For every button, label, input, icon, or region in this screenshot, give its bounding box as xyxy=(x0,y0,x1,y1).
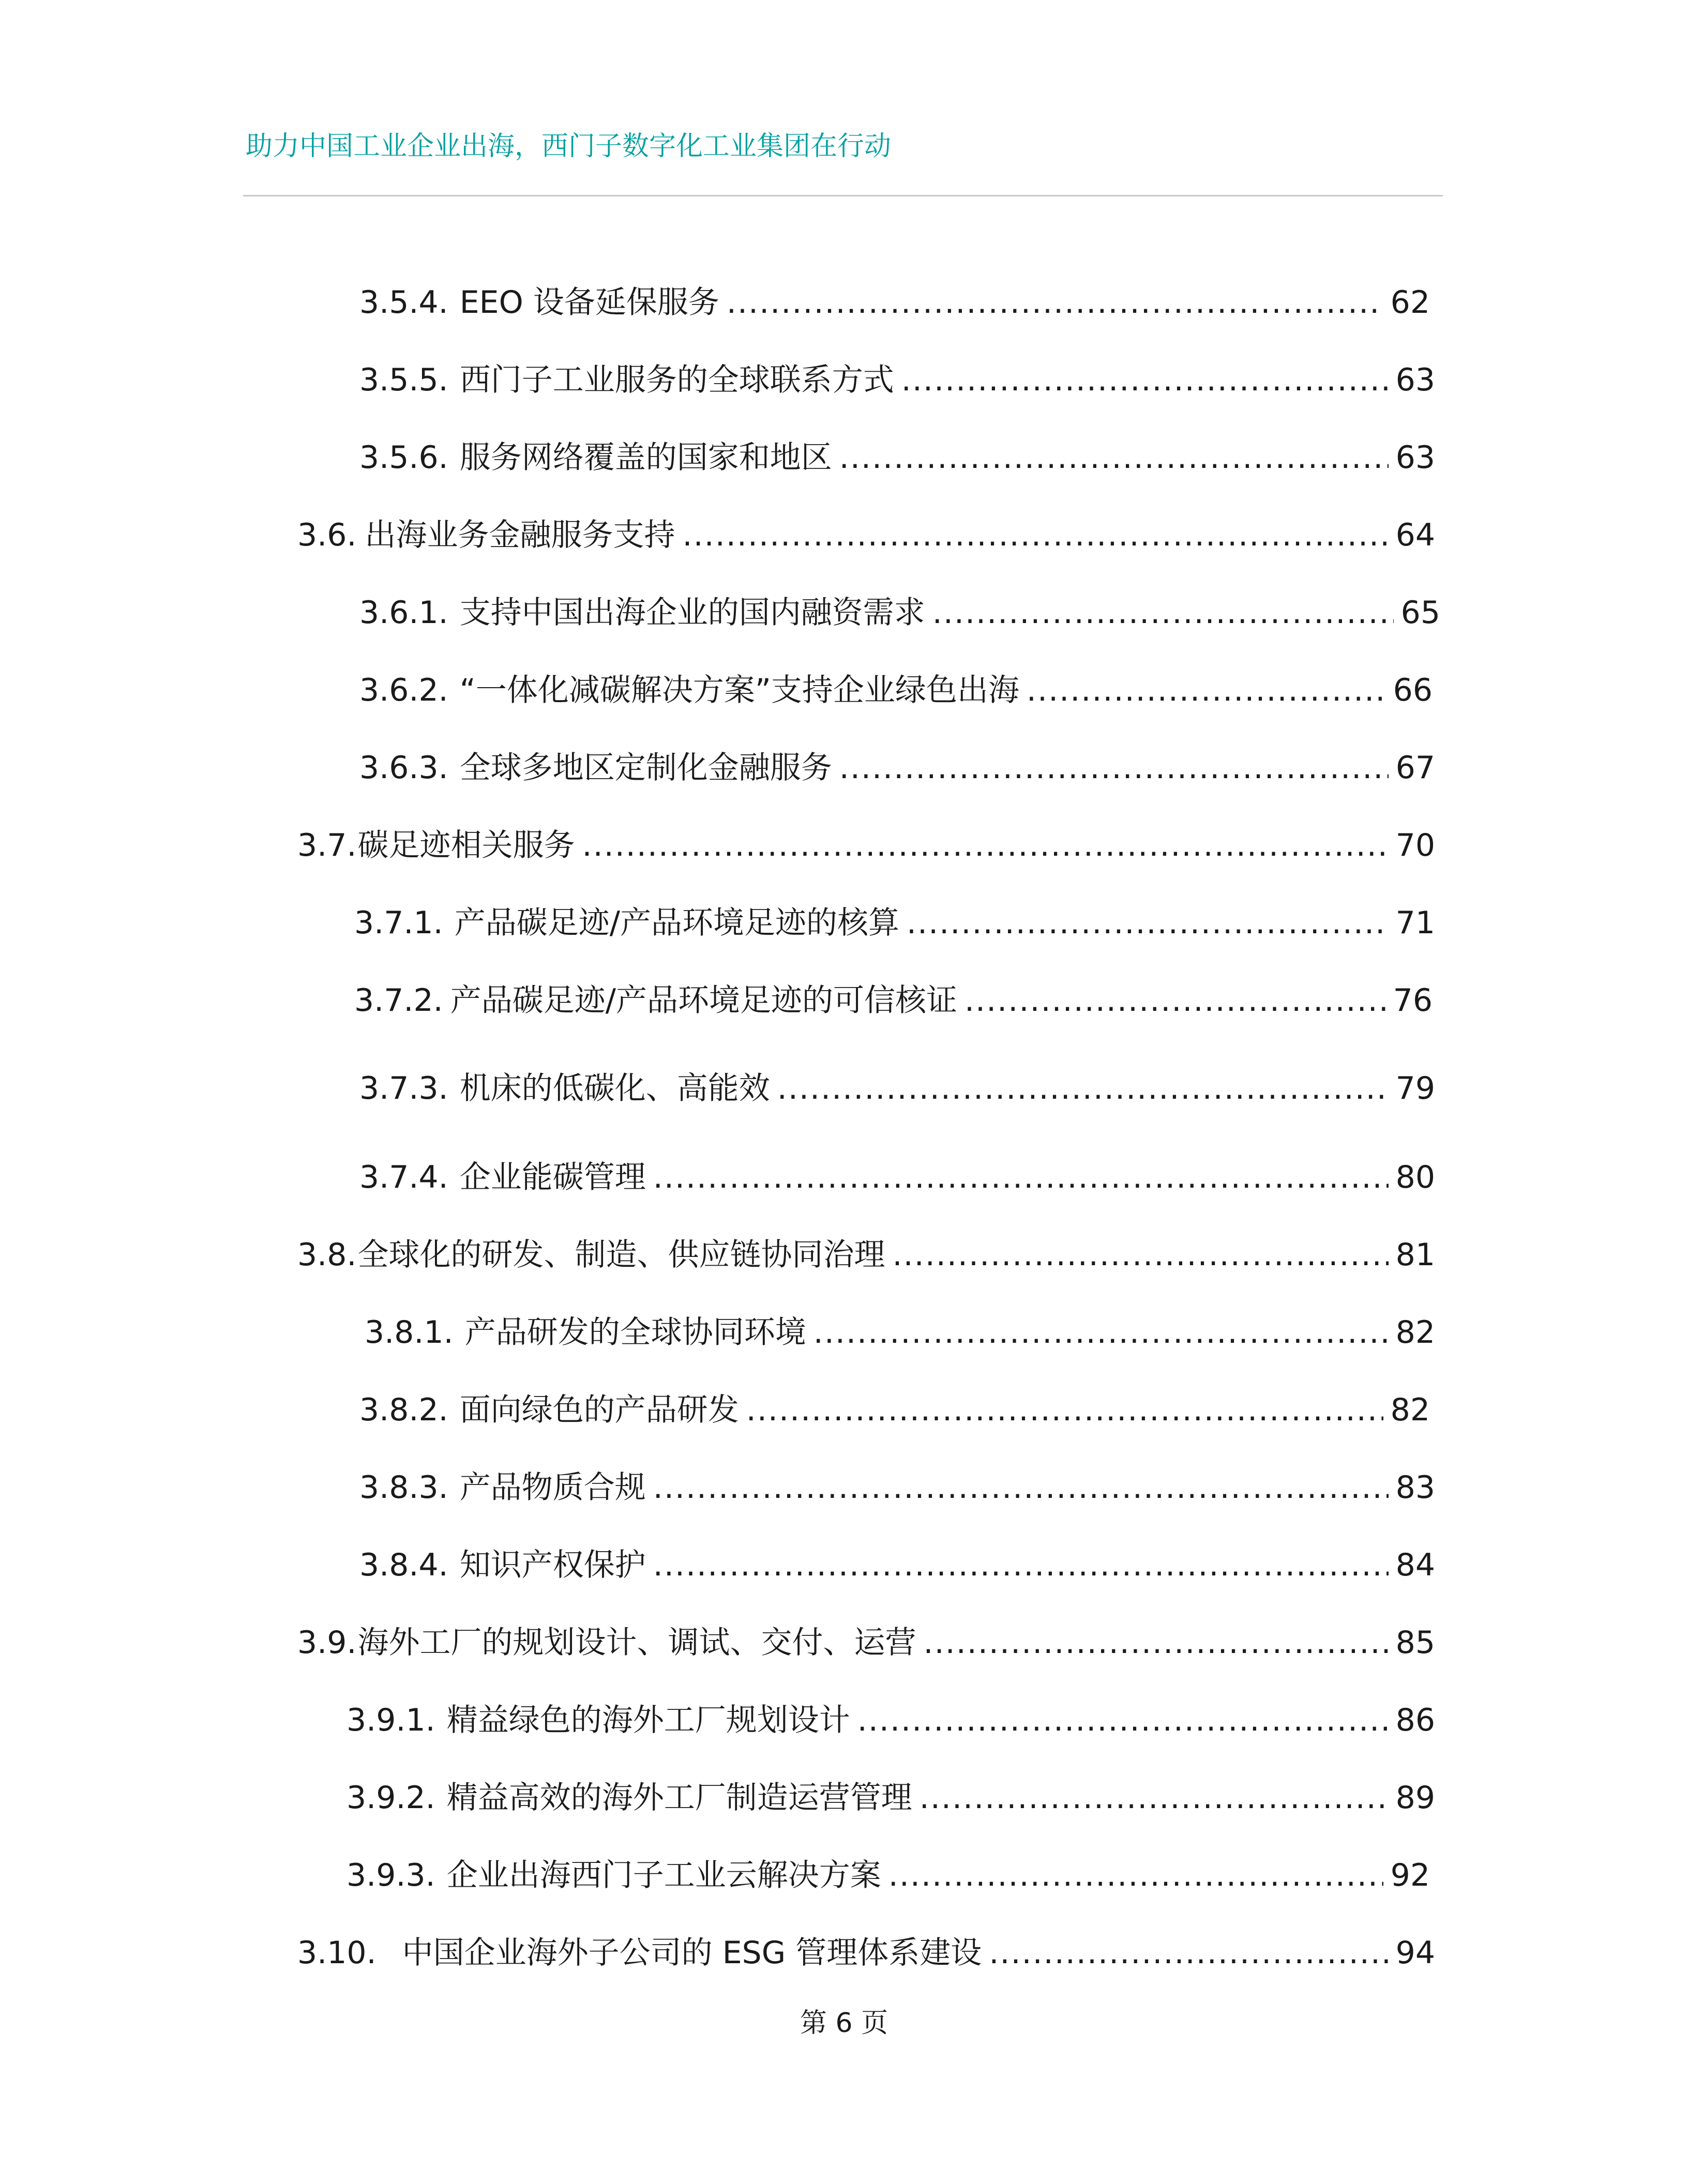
toc-title: 精益高效的海外工厂制造运营管理 xyxy=(446,1780,912,1816)
toc-title: 出海业务金融服务支持 xyxy=(365,517,675,553)
toc-leader xyxy=(888,1855,1383,1896)
toc-entry[interactable] xyxy=(346,1855,1430,1896)
toc-leader xyxy=(907,902,1389,944)
toc-number: 3.8. xyxy=(297,1237,357,1273)
toc-page-number: 84 xyxy=(1395,1547,1435,1583)
toc-title: 产品碳足迹/产品环境足迹的核算 xyxy=(454,905,899,941)
toc-entry[interactable] xyxy=(359,282,1430,323)
toc-number: 3.10. xyxy=(297,1935,376,1971)
toc-title: 产品物质合规 xyxy=(459,1469,646,1506)
toc-title: 企业出海西门子工业云解决方案 xyxy=(446,1857,881,1893)
toc-title: “一体化减碳解决方案”支持企业绿色出海 xyxy=(459,672,1019,708)
toc-number: 3.5.4. xyxy=(359,284,448,321)
toc-page-number: 94 xyxy=(1395,1935,1435,1971)
toc-entry[interactable] xyxy=(359,592,1440,633)
toc-leader xyxy=(1027,670,1386,711)
toc-entry[interactable] xyxy=(365,1312,1435,1353)
toc-page-number: 63 xyxy=(1395,439,1435,476)
toc-entry[interactable] xyxy=(359,1068,1435,1109)
toc-page-number: 81 xyxy=(1395,1237,1435,1273)
toc-number: 3.5.5. xyxy=(359,362,448,398)
toc-entry[interactable] xyxy=(359,1157,1435,1198)
toc-leader xyxy=(989,1932,1388,1974)
toc-number: 3.9.3. xyxy=(346,1857,435,1893)
toc-title: 知识产权保护 xyxy=(459,1547,646,1583)
toc-entry[interactable] xyxy=(297,825,1435,866)
toc-number: 3.7.4. xyxy=(359,1159,448,1195)
toc-leader xyxy=(653,1467,1389,1508)
toc-page-number: 66 xyxy=(1393,672,1433,708)
toc-page-number: 82 xyxy=(1390,1392,1430,1428)
toc-entry[interactable] xyxy=(346,1700,1435,1741)
toc-page-number: 86 xyxy=(1395,1702,1435,1738)
toc-number: 3.7. xyxy=(297,827,357,863)
toc-page-number: 89 xyxy=(1395,1780,1435,1816)
toc-page-number: 82 xyxy=(1395,1314,1435,1351)
toc-leader xyxy=(653,1544,1389,1586)
toc-entry[interactable] xyxy=(346,1777,1435,1818)
toc-number: 3.7.1. xyxy=(354,905,443,941)
toc-number: 3.7.2. xyxy=(354,982,443,1019)
toc-leader xyxy=(727,282,1383,323)
toc-number: 3.6.1. xyxy=(359,595,448,631)
toc-entry[interactable] xyxy=(297,1234,1435,1276)
toc-entry[interactable] xyxy=(297,1622,1435,1663)
toc-title: 产品研发的全球协同环境 xyxy=(464,1314,806,1351)
toc-number: 3.5.6. xyxy=(359,439,448,476)
toc-page-number: 79 xyxy=(1395,1070,1435,1106)
toc-number: 3.6. xyxy=(297,517,357,553)
toc-leader xyxy=(839,437,1389,478)
toc-leader xyxy=(839,747,1389,788)
toc-entry[interactable] xyxy=(354,902,1435,944)
toc-page-number: 65 xyxy=(1400,595,1440,631)
toc-entry[interactable] xyxy=(297,514,1435,556)
running-header: 助力中国工业企业出海，西门子数字化工业集团在行动 xyxy=(246,131,892,162)
toc-entry[interactable] xyxy=(297,1932,1435,1974)
toc-page-number: 70 xyxy=(1395,827,1435,863)
toc-title: 海外工厂的规划设计、调试、交付、运营 xyxy=(357,1625,916,1661)
toc-leader xyxy=(683,514,1389,556)
toc-title: 精益绿色的海外工厂规划设计 xyxy=(446,1702,850,1738)
toc-leader xyxy=(746,1389,1383,1431)
toc-title: 中国企业海外子公司的 ESG 管理体系建设 xyxy=(402,1935,982,1971)
toc-leader xyxy=(920,1777,1389,1818)
toc-title: 全球多地区定制化金融服务 xyxy=(459,750,832,786)
toc-title: 碳足迹相关服务 xyxy=(357,827,575,863)
toc-leader xyxy=(964,980,1386,1021)
toc-entry[interactable] xyxy=(359,670,1433,711)
toc-number: 3.6.3. xyxy=(359,750,448,786)
toc-title: 产品碳足迹/产品环境足迹的可信核证 xyxy=(450,982,957,1019)
toc-leader xyxy=(924,1622,1389,1663)
page-number-footer: 第 6 页 xyxy=(800,2008,888,2039)
toc-leader xyxy=(901,359,1389,401)
toc-leader xyxy=(582,825,1389,866)
toc-number: 3.8.4. xyxy=(359,1547,448,1583)
toc-number: 3.6.2. xyxy=(359,672,448,708)
toc-title: 支持中国出海企业的国内融资需求 xyxy=(459,595,925,631)
toc-entry[interactable] xyxy=(359,1544,1435,1586)
toc-leader xyxy=(893,1234,1389,1276)
toc-page-number: 64 xyxy=(1395,517,1435,553)
toc-number: 3.8.1. xyxy=(365,1314,454,1351)
toc-page-number: 63 xyxy=(1395,362,1435,398)
toc-leader xyxy=(932,592,1394,633)
toc-page-number: 76 xyxy=(1393,982,1433,1019)
toc-entry[interactable] xyxy=(359,1389,1430,1431)
toc-page-number: 92 xyxy=(1390,1857,1430,1893)
toc-title: 面向绿色的产品研发 xyxy=(459,1392,739,1428)
toc-leader xyxy=(777,1068,1389,1109)
toc-page-number: 85 xyxy=(1395,1625,1435,1661)
toc-entry[interactable] xyxy=(354,980,1433,1021)
toc-number: 3.7.3. xyxy=(359,1070,448,1106)
toc-page-number: 67 xyxy=(1395,750,1435,786)
toc-page-number: 83 xyxy=(1395,1469,1435,1506)
toc-page-number: 80 xyxy=(1395,1159,1435,1195)
toc-page-number: 62 xyxy=(1390,284,1430,321)
toc-leader xyxy=(857,1700,1389,1741)
toc-title: 企业能碳管理 xyxy=(459,1159,646,1195)
toc-entry[interactable] xyxy=(359,437,1435,478)
toc-entry[interactable] xyxy=(359,1467,1435,1508)
toc-number: 3.9.1. xyxy=(346,1702,435,1738)
toc-title: 西门子工业服务的全球联系方式 xyxy=(459,362,894,398)
toc-entry[interactable] xyxy=(359,747,1435,788)
header-divider xyxy=(243,195,1443,196)
toc-title: EEO 设备延保服务 xyxy=(459,284,719,321)
toc-title: 全球化的研发、制造、供应链协同治理 xyxy=(357,1237,885,1273)
toc-number: 3.8.3. xyxy=(359,1469,448,1506)
toc-title: 机床的低碳化、高能效 xyxy=(459,1070,770,1106)
toc-number: 3.9. xyxy=(297,1625,357,1661)
toc-number: 3.8.2. xyxy=(359,1392,448,1428)
toc-leader xyxy=(653,1157,1389,1198)
toc-title: 服务网络覆盖的国家和地区 xyxy=(459,439,832,476)
toc-leader xyxy=(813,1312,1389,1353)
toc-entry[interactable] xyxy=(359,359,1435,401)
toc-number: 3.9.2. xyxy=(346,1780,435,1816)
toc-page-number: 71 xyxy=(1395,905,1435,941)
